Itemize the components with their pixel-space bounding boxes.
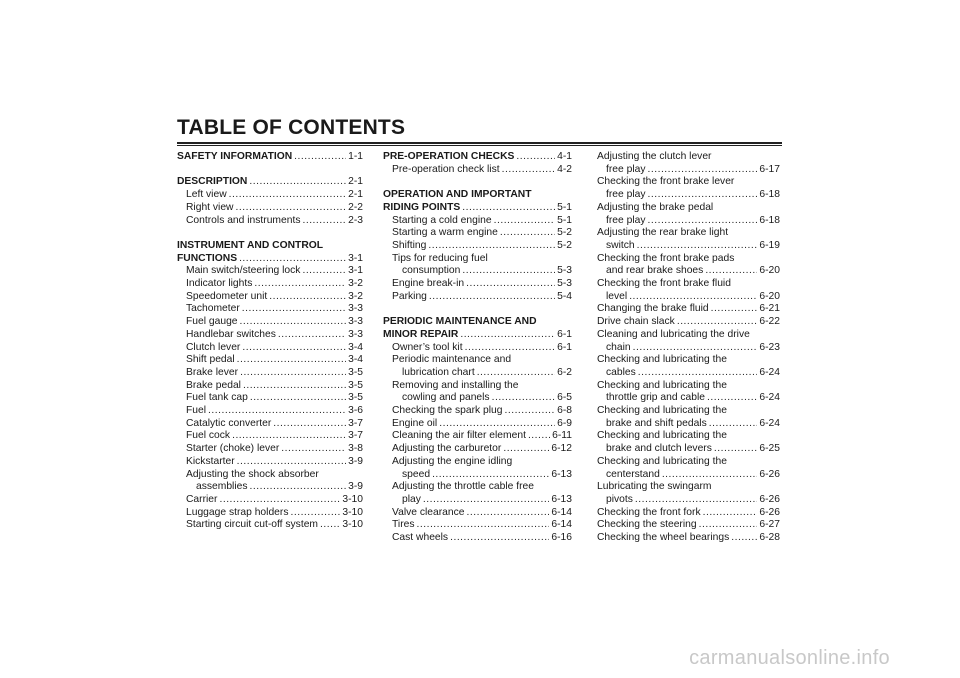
toc-entry[interactable]: Catalytic converter ..... 3-7 [177, 418, 363, 431]
toc-entry[interactable]: PRE-OPERATION CHECKS ..... 4-1 [383, 151, 572, 164]
toc-entry[interactable]: assemblies ..... 3-9 [177, 481, 363, 494]
toc-entry[interactable]: Checking the wheel bearings ..... 6-28 [597, 532, 780, 545]
toc-entry[interactable]: Starter (choke) lever ..... 3-8 [177, 443, 363, 456]
toc-entry[interactable]: throttle grip and cable ..... 6-24 [597, 392, 780, 405]
toc-column-3 [597, 151, 780, 545]
toc-entry[interactable]: Tachometer ..... 3-3 [177, 303, 363, 316]
toc-entry[interactable]: centerstand ..... 6-26 [597, 469, 780, 482]
toc-entry[interactable]: Speedometer unit ..... 3-2 [177, 291, 363, 304]
toc-entry[interactable]: cables ..... 6-24 [597, 367, 780, 380]
toc-entry[interactable]: Checking the steering ..... 6-27 [597, 519, 780, 532]
toc-entry[interactable]: DESCRIPTION ..... 2-1 [177, 176, 363, 189]
toc-entry-line[interactable]: Checking the front brake lever [597, 176, 735, 188]
toc-entry-line[interactable]: Removing and installing the [392, 379, 519, 391]
toc-entry-line[interactable]: Adjusting the brake pedal [597, 201, 714, 213]
toc-entry-line[interactable]: Adjusting the clutch lever [597, 151, 712, 162]
toc-entry-line[interactable]: Checking the front brake pads [597, 252, 735, 264]
toc-entry[interactable]: Checking the front fork ..... 6-26 [597, 507, 780, 520]
toc-entry[interactable]: Brake lever ..... 3-5 [177, 367, 363, 380]
toc-entry[interactable]: Engine oil ..... 6-9 [383, 418, 572, 431]
toc-entry[interactable]: free play ..... 6-17 [597, 164, 780, 177]
toc-entry[interactable]: Checking the spark plug ..... 6-8 [383, 405, 572, 418]
toc-entry[interactable]: Left view ..... 2-1 [177, 189, 363, 202]
toc-entry[interactable]: pivots ..... 6-26 [597, 494, 780, 507]
toc-entry[interactable]: Changing the brake fluid ..... 6-21 [597, 303, 780, 316]
toc-entry[interactable]: switch ..... 6-19 [597, 240, 780, 253]
toc-entry[interactable]: Starting circuit cut-off system ..... 3-10 [177, 519, 363, 532]
toc-entry[interactable]: play ..... 6-13 [383, 494, 572, 507]
toc-entry[interactable]: brake and clutch levers ..... 6-25 [597, 443, 780, 456]
toc-entry[interactable]: Shift pedal ..... 3-4 [177, 354, 363, 367]
toc-entry[interactable]: level ..... 6-20 [597, 291, 780, 304]
toc-entry[interactable]: Engine break-in ..... 5-3 [383, 278, 572, 291]
toc-entry[interactable]: Pre-operation check list ..... 4-2 [383, 164, 572, 177]
toc-entry[interactable]: Drive chain slack ..... 6-22 [597, 316, 780, 329]
toc-entry[interactable]: chain ..... 6-23 [597, 342, 780, 355]
toc-entry-line[interactable]: Cleaning and lubricating the drive [597, 328, 750, 340]
toc-entry[interactable]: Right view ..... 2-2 [177, 202, 363, 215]
toc-entry[interactable]: Fuel cock ..... 3-7 [177, 430, 363, 443]
toc-entry[interactable]: MINOR REPAIR ..... 6-1 [383, 329, 572, 342]
toc-entry[interactable]: Clutch lever ..... 3-4 [177, 342, 363, 355]
toc-entry-line[interactable]: Adjusting the shock absorber [186, 468, 319, 480]
toc-entry-line[interactable]: Adjusting the engine idling [392, 455, 513, 467]
toc-entry[interactable]: Valve clearance ..... 6-14 [383, 507, 572, 520]
toc-entry[interactable]: Cleaning the air filter element ..... 6-11 [383, 430, 572, 443]
toc-entry-line[interactable]: Adjusting the throttle cable free [392, 481, 534, 493]
toc-heading-line: PERIODIC MAINTENANCE AND [383, 316, 537, 328]
toc-entry[interactable]: RIDING POINTS ..... 5-1 [383, 202, 572, 215]
toc-entry[interactable]: Controls and instruments ..... 2-3 [177, 215, 363, 228]
toc-entry[interactable]: Adjusting the carburetor ..... 6-12 [383, 443, 572, 456]
toc-entry[interactable]: Luggage strap holders ..... 3-10 [177, 507, 363, 520]
toc-entry-line[interactable]: Checking and lubricating the [597, 430, 727, 442]
toc-entry[interactable]: Parking ..... 5-4 [383, 291, 572, 304]
toc-entry[interactable]: Owner’s tool kit ..... 6-1 [383, 342, 572, 355]
page-title: TABLE OF CONTENTS [177, 116, 406, 139]
toc-entry-line[interactable]: Periodic maintenance and [392, 354, 512, 366]
toc-entry[interactable]: Indicator lights ..... 3-2 [177, 278, 363, 291]
toc-entry[interactable]: SAFETY INFORMATION ..... 1-1 [177, 151, 363, 164]
toc-heading-line: INSTRUMENT AND CONTROL [177, 239, 324, 251]
toc-entry-line[interactable]: Checking and lubricating the [597, 379, 727, 391]
toc-entry[interactable]: lubrication chart ..... 6-2 [383, 367, 572, 380]
toc-entry[interactable]: Cast wheels ..... 6-16 [383, 532, 572, 545]
toc-entry-line[interactable]: Adjusting the rear brake light [597, 227, 729, 239]
toc-entry-line[interactable]: Tips for reducing fuel [392, 252, 488, 264]
toc-entry[interactable]: Handlebar switches ..... 3-3 [177, 329, 363, 342]
toc-entry[interactable]: Kickstarter ..... 3-9 [177, 456, 363, 469]
toc-entry[interactable]: FUNCTIONS ..... 3-1 [177, 253, 363, 266]
toc-entry-line[interactable]: Lubricating the swingarm [597, 481, 712, 493]
watermark: carmanualsonline.info [689, 647, 890, 669]
toc-column-2 [383, 151, 572, 545]
title-rule [177, 142, 782, 146]
toc-entry[interactable]: consumption ..... 5-3 [383, 265, 572, 278]
toc-entry[interactable]: Starting a warm engine ..... 5-2 [383, 227, 572, 240]
toc-entry[interactable]: cowling and panels ..... 6-5 [383, 392, 572, 405]
toc-entry[interactable]: free play ..... 6-18 [597, 189, 780, 202]
toc-entry[interactable]: speed ..... 6-13 [383, 469, 572, 482]
toc-entry-line[interactable]: Checking and lubricating the [597, 354, 727, 366]
toc-heading-line: OPERATION AND IMPORTANT [383, 189, 532, 201]
toc-entry-line[interactable]: Checking and lubricating the [597, 405, 727, 417]
toc-entry[interactable]: Carrier ..... 3-10 [177, 494, 363, 507]
toc-entry[interactable]: Tires ..... 6-14 [383, 519, 572, 532]
toc-entry[interactable]: and rear brake shoes ..... 6-20 [597, 265, 780, 278]
toc-entry[interactable]: brake and shift pedals ..... 6-24 [597, 418, 780, 431]
toc-entry-line[interactable]: Checking the front brake fluid [597, 278, 731, 290]
toc-entry[interactable]: Shifting ..... 5-2 [383, 240, 572, 253]
toc-entry[interactable]: Fuel tank cap ..... 3-5 [177, 392, 363, 405]
toc-entry[interactable]: Starting a cold engine ..... 5-1 [383, 215, 572, 228]
toc-column-1 [177, 151, 363, 532]
toc-entry[interactable]: Main switch/steering lock ..... 3-1 [177, 265, 363, 278]
toc-entry[interactable]: free play ..... 6-18 [597, 215, 780, 228]
toc-entry-line[interactable]: Checking and lubricating the [597, 455, 727, 467]
toc-entry[interactable]: Fuel gauge ..... 3-3 [177, 316, 363, 329]
toc-entry[interactable]: Fuel ..... 3-6 [177, 405, 363, 418]
toc-entry[interactable]: Brake pedal ..... 3-5 [177, 380, 363, 393]
